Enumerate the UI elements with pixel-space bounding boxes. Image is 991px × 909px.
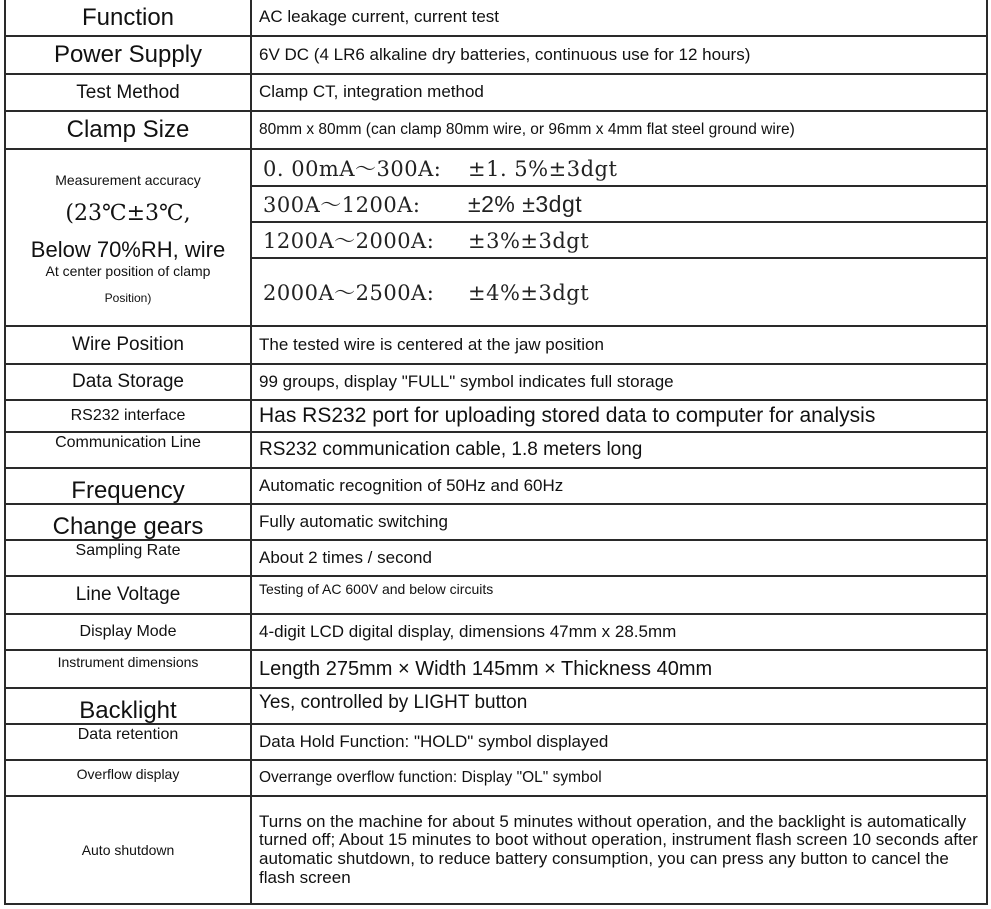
row-label-instrument-dimensions: Instrument dimensions bbox=[5, 650, 251, 688]
spec-row-overflow-display bbox=[5, 760, 987, 796]
row-label-sampling-rate: Sampling Rate bbox=[5, 540, 251, 576]
accuracy-range-2 bbox=[251, 186, 987, 222]
spec-row-data-storage bbox=[5, 364, 987, 400]
spec-row-data-retention bbox=[5, 724, 987, 760]
row-label-power-supply: Power Supply bbox=[5, 36, 251, 74]
row-label-test-method: Test Method bbox=[5, 74, 251, 111]
accuracy-label-line-3: Below 70%RH, wire bbox=[30, 237, 226, 262]
row-value-overflow-display: Overrange overflow function: Display "OL" symbol bbox=[251, 760, 987, 796]
spec-row-rs232-interface bbox=[5, 400, 987, 432]
row-value-sampling-rate: About 2 times / second bbox=[251, 540, 987, 576]
row-value-instrument-dimensions: Length 275mm × Width 145mm × Thickness 40mm bbox=[251, 650, 987, 688]
spec-row-power-supply bbox=[5, 36, 987, 74]
row-label-change-gears: Change gears bbox=[5, 504, 251, 540]
accuracy-range-2-tolerance: ±2% ±3dgt bbox=[468, 191, 583, 217]
accuracy-label-line-5: Position) bbox=[104, 291, 152, 305]
spec-table bbox=[4, 0, 988, 905]
accuracy-range-1-span: 0. 00mA～300A: bbox=[263, 156, 442, 181]
accuracy-range-1-tolerance: ±1. 5%±3dgt bbox=[468, 156, 618, 181]
spec-row-instrument-dimensions bbox=[5, 650, 987, 688]
row-value-function: AC leakage current, current test bbox=[251, 0, 987, 36]
spec-row-display-mode bbox=[5, 614, 987, 650]
row-value-test-method: Clamp CT, integration method bbox=[251, 74, 987, 111]
row-value-auto-shutdown: Turns on the machine for about 5 minutes without operation, and the backlight is automatically turned off; About 15 minutes to boot without operation, instrument flash screen 10 seconds after automatic shutdown, to reduce battery consumption, you can press any button to cancel the flash screen bbox=[251, 796, 987, 904]
accuracy-label-line-4: At center position of clamp bbox=[45, 263, 211, 279]
accuracy-range-3-span: 1200A～2000A: bbox=[263, 229, 435, 253]
accuracy-range-3 bbox=[251, 222, 987, 258]
row-label-overflow-display: Overflow display bbox=[5, 760, 251, 796]
spec-row-auto-shutdown bbox=[5, 796, 987, 904]
row-value-backlight: Yes, controlled by LIGHT button bbox=[251, 688, 987, 724]
row-label-data-storage: Data Storage bbox=[5, 364, 251, 400]
accuracy-range-4-tolerance: ±4%±3dgt bbox=[468, 281, 590, 305]
row-label-frequency: Frequency bbox=[5, 468, 251, 504]
spec-row-sampling-rate bbox=[5, 540, 987, 576]
spec-row-accuracy-1 bbox=[5, 149, 987, 186]
row-value-data-storage: 99 groups, display "FULL" symbol indicates full storage bbox=[251, 364, 987, 400]
row-value-wire-position: The tested wire is centered at the jaw position bbox=[251, 326, 987, 364]
row-value-change-gears: Fully automatic switching bbox=[251, 504, 987, 540]
row-label-function: Function bbox=[5, 0, 251, 36]
accuracy-label-line-1: Measurement accuracy bbox=[55, 172, 201, 188]
spec-row-backlight bbox=[5, 688, 987, 724]
spec-row-change-gears bbox=[5, 504, 987, 540]
accuracy-label-line-2: (23℃±3℃, bbox=[65, 201, 191, 226]
row-value-communication-line: RS232 communication cable, 1.8 meters long bbox=[251, 432, 987, 468]
spec-row-wire-position bbox=[5, 326, 987, 364]
row-label-communication-line: Communication Line bbox=[5, 432, 251, 468]
row-label-wire-position: Wire Position bbox=[5, 326, 251, 364]
row-label-clamp-size: Clamp Size bbox=[5, 111, 251, 149]
row-label-line-voltage: Line Voltage bbox=[5, 576, 251, 614]
spec-row-line-voltage bbox=[5, 576, 987, 614]
row-value-line-voltage: Testing of AC 600V and below circuits bbox=[251, 576, 987, 614]
accuracy-range-3-tolerance: ±3%±3dgt bbox=[468, 229, 590, 253]
row-value-clamp-size: 80mm x 80mm (can clamp 80mm wire, or 96mm x 4mm flat steel ground wire) bbox=[251, 111, 987, 149]
accuracy-range-2-span: 300A～1200A: bbox=[263, 193, 421, 217]
accuracy-range-4 bbox=[251, 258, 987, 326]
accuracy-range-4-span: 2000A～2500A: bbox=[263, 281, 435, 305]
spec-row-clamp-size bbox=[5, 111, 987, 149]
accuracy-range-1 bbox=[251, 149, 987, 186]
spec-row-communication-line bbox=[5, 432, 987, 468]
spec-row-test-method bbox=[5, 74, 987, 111]
row-value-display-mode: 4-digit LCD digital display, dimensions 47mm x 28.5mm bbox=[251, 614, 987, 650]
spec-row-frequency bbox=[5, 468, 987, 504]
row-label-data-retention: Data retention bbox=[5, 724, 251, 760]
row-value-frequency: Automatic recognition of 50Hz and 60Hz bbox=[251, 468, 987, 504]
row-label-display-mode: Display Mode bbox=[5, 614, 251, 650]
row-value-data-retention: Data Hold Function: "HOLD" symbol displayed bbox=[251, 724, 987, 760]
row-value-power-supply: 6V DC (4 LR6 alkaline dry batteries, continuous use for 12 hours) bbox=[251, 36, 987, 74]
row-label-rs232-interface: RS232 interface bbox=[5, 400, 251, 432]
row-label-backlight: Backlight bbox=[5, 688, 251, 724]
row-value-rs232-interface: Has RS232 port for uploading stored data to computer for analysis bbox=[251, 400, 987, 432]
spec-row-function bbox=[5, 0, 987, 36]
row-label-measurement-accuracy bbox=[5, 149, 251, 326]
row-label-auto-shutdown: Auto shutdown bbox=[5, 796, 251, 904]
